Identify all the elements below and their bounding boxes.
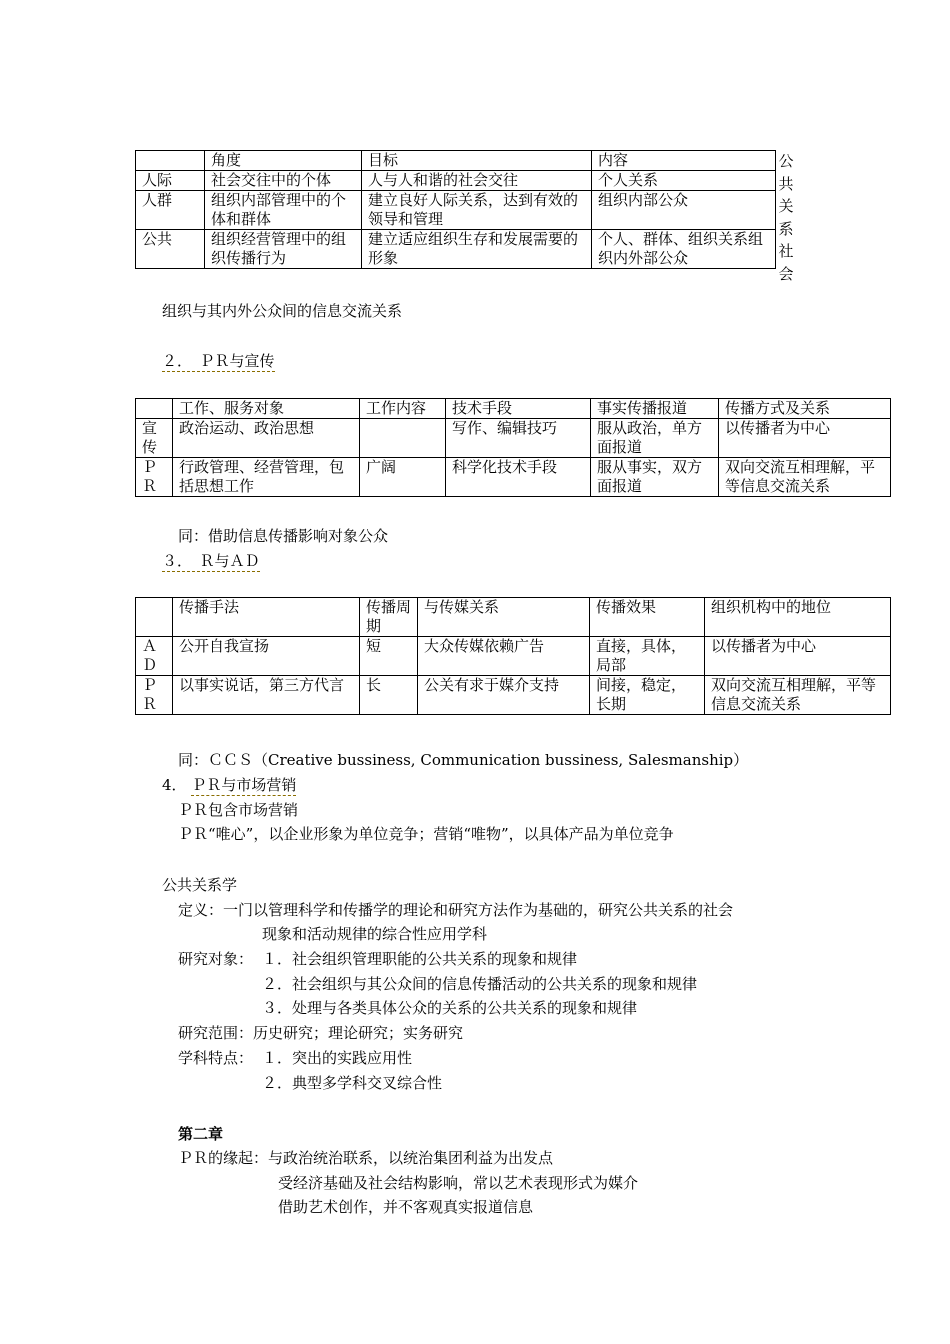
table-cell xyxy=(136,598,173,637)
table-cell: 行政管理、经营管理，包括思想工作 xyxy=(173,458,360,497)
table-header-row xyxy=(136,151,776,171)
research-object-label: 研究对象： xyxy=(178,950,254,968)
table-cell: 广阔 xyxy=(360,458,446,497)
list-item: ３．处理与各类具体公众的关系的公共关系的现象和规律 xyxy=(262,999,638,1017)
list-item: １．突出的实践应用性 xyxy=(262,1049,413,1067)
table-cell: ＡＤ xyxy=(136,637,173,676)
section-title: 公共关系学 xyxy=(162,876,238,894)
side-char: 共 xyxy=(778,174,794,193)
definition-label: 定义： xyxy=(178,901,224,919)
table-cell: 人群 xyxy=(136,191,205,230)
section-heading xyxy=(162,776,296,795)
table-row xyxy=(136,171,776,191)
table-cell: 宣传 xyxy=(136,419,173,458)
table-row xyxy=(136,191,776,230)
paragraph: 同：ＣＣＳ（Creative bussiness, Communication bussiness, Salesmanship） xyxy=(178,751,749,769)
table-cell: 个人、群体、组织关系组织内外部公众 xyxy=(592,230,776,269)
list-item: ２．典型多学科交叉综合性 xyxy=(262,1074,443,1092)
table-cell: 长 xyxy=(360,676,418,715)
table-cell: 双向交流互相理解，平等信息交流关系 xyxy=(719,458,891,497)
table-cell: 以传播者为中心 xyxy=(719,419,891,458)
table-cell: 间接，稳定，长期 xyxy=(590,676,705,715)
origin-line: 受经济基础及社会结构影响，常以艺术表现形式为媒介 xyxy=(278,1174,639,1192)
table-cell: 人与人和谐的社会交往 xyxy=(362,171,592,191)
paragraph: ＰＲ“唯心”，以企业形象为单位竞争；营销“唯物”，以具体产品为单位竞争 xyxy=(178,825,674,843)
paragraph: ＰＲ包含市场营销 xyxy=(178,801,299,819)
table-cell: 建立适应组织生存和发展需要的形象 xyxy=(362,230,592,269)
table-cell: 以事实说话，第三方代言 xyxy=(173,676,360,715)
table-cell xyxy=(136,399,173,419)
table-row xyxy=(136,458,891,497)
list-item: ２．社会组织与其公众间的信息传播活动的公共关系的现象和规律 xyxy=(262,975,698,993)
table-cell: 双向交流互相理解，平等信息交流关系 xyxy=(705,676,891,715)
table-cell: 与传媒关系 xyxy=(418,598,590,637)
origin-line xyxy=(178,1149,553,1168)
section-heading xyxy=(162,352,275,371)
table-pr-angles xyxy=(135,150,776,269)
origin-text: 与政治统治联系，以统治集团利益为出发点 xyxy=(268,1149,554,1167)
feature-label: 学科特点： xyxy=(178,1049,254,1067)
side-char: 关 xyxy=(778,197,794,215)
table-row xyxy=(136,637,891,676)
table-cell: 组织内部公众 xyxy=(592,191,776,230)
table-cell xyxy=(360,419,446,458)
table-cell: 人际 xyxy=(136,171,205,191)
table-cell: 科学化技术手段 xyxy=(446,458,591,497)
table-cell: ＰＲ xyxy=(136,676,173,715)
section-heading-text: ＰＲ与市场营销 xyxy=(191,776,297,794)
paragraph: 同：借助信息传播影响对象公众 xyxy=(178,527,389,545)
table-cell: 传播效果 xyxy=(590,598,705,637)
table-cell: 传播周期 xyxy=(360,598,418,637)
table-header-row xyxy=(136,399,891,419)
table-cell: 以传播者为中心 xyxy=(705,637,891,676)
definition-continuation: 现象和活动规律的综合性应用学科 xyxy=(262,925,488,943)
section-heading xyxy=(162,552,260,571)
section-heading-text: ３． Ｒ与ＡＤ xyxy=(162,552,260,570)
table-cell: 建立良好人际关系，达到有效的领导和管理 xyxy=(362,191,592,230)
table-cell: 写作、编辑技巧 xyxy=(446,419,591,458)
table-cell: 组织经营管理中的组织传播行为 xyxy=(205,230,362,269)
table-cell: ＰＲ xyxy=(136,458,173,497)
table-cell: 直接，具体，局部 xyxy=(590,637,705,676)
table-cell: 目标 xyxy=(362,151,592,171)
table-cell: 内容 xyxy=(592,151,776,171)
table-cell: 政治运动、政治思想 xyxy=(173,419,360,458)
table-cell: 传播方式及关系 xyxy=(719,399,891,419)
chapter-title: 第二章 xyxy=(178,1125,224,1143)
table-cell: 短 xyxy=(360,637,418,676)
section-number: 4． xyxy=(162,776,187,794)
definition-line xyxy=(178,901,733,920)
side-char: 公 xyxy=(778,152,794,170)
table-cell: 个人关系 xyxy=(592,171,776,191)
table-cell: 角度 xyxy=(205,151,362,171)
table-pr-vs-ad xyxy=(135,597,891,715)
table-cell: 大众传媒依赖广告 xyxy=(418,637,590,676)
table-cell: 公关有求于媒介支持 xyxy=(418,676,590,715)
table-row xyxy=(136,419,891,458)
origin-line: 借助艺术创作，并不客观真实报道信息 xyxy=(278,1198,534,1216)
table-row xyxy=(136,676,891,715)
research-scope: 研究范围：历史研究；理论研究；实务研究 xyxy=(178,1024,464,1042)
table-cell xyxy=(136,151,205,171)
side-char: 系 xyxy=(778,219,794,238)
table-cell: 社会交往中的个体 xyxy=(205,171,362,191)
table-cell: 公共 xyxy=(136,230,205,269)
table-cell: 技术手段 xyxy=(446,399,591,419)
table-pr-vs-propaganda xyxy=(135,398,891,497)
table-cell: 服从政治，单方面报道 xyxy=(591,419,719,458)
table-cell: 服从事实，双方面报道 xyxy=(591,458,719,497)
side-char: 社 xyxy=(778,242,794,260)
table-cell: 组织机构中的地位 xyxy=(705,598,891,637)
definition-text: 一门以管理科学和传播学的理论和研究方法作为基础的，研究公共关系的社会 xyxy=(223,901,734,919)
section-heading-text: ２． ＰＲ与宣传 xyxy=(162,352,275,370)
table-cell: 工作内容 xyxy=(360,399,446,419)
table-cell: 公开自我宣扬 xyxy=(173,637,360,676)
table-cell: 传播手法 xyxy=(173,598,360,637)
table-header-row xyxy=(136,598,891,637)
table-cell: 事实传播报道 xyxy=(591,399,719,419)
table-row xyxy=(136,230,776,269)
list-item: １．社会组织管理职能的公共关系的现象和规律 xyxy=(262,950,578,968)
paragraph: 组织与其内外公众间的信息交流关系 xyxy=(162,302,403,320)
table-cell: 工作、服务对象 xyxy=(173,399,360,419)
table-cell: 组织内部管理中的个体和群体 xyxy=(205,191,362,230)
side-vertical-text xyxy=(776,150,796,285)
origin-label: ＰＲ的缘起： xyxy=(178,1149,269,1167)
side-char: 会 xyxy=(778,264,794,283)
